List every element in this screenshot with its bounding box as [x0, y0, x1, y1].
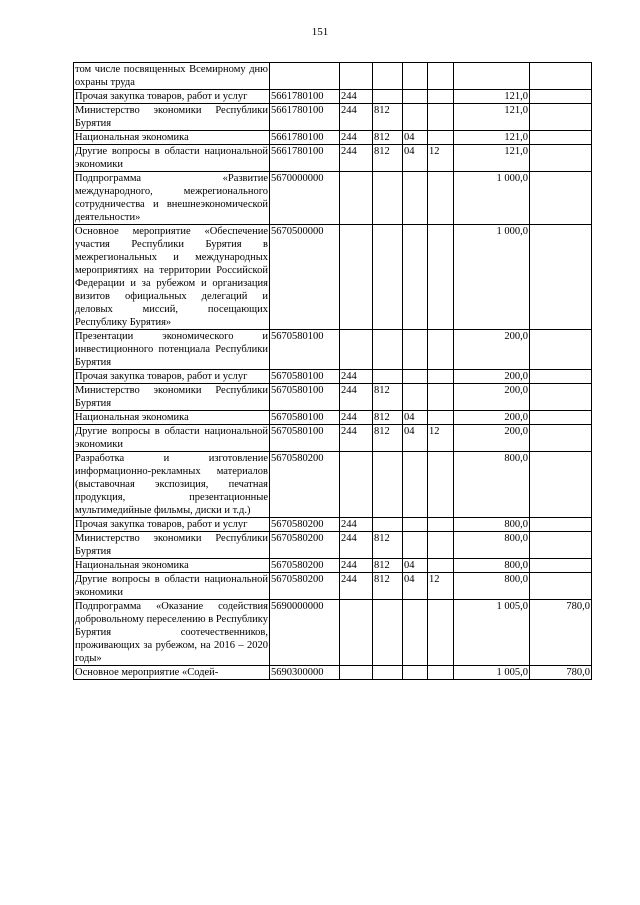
target-code-cell: 5670580200 — [270, 452, 340, 518]
section-code-cell: 04 — [403, 573, 428, 600]
amount-1-cell: 1 005,0 — [454, 600, 530, 666]
subsection-code-cell — [428, 90, 454, 104]
amount-2-cell — [530, 172, 592, 225]
section-code-cell: 04 — [403, 559, 428, 573]
table-row — [74, 452, 592, 518]
expense-type-cell: 244 — [340, 532, 373, 559]
target-code-cell: 5670580200 — [270, 559, 340, 573]
table-row — [74, 172, 592, 225]
expense-type-cell: 244 — [340, 573, 373, 600]
expense-type-cell: 244 — [340, 425, 373, 452]
subsection-code-cell: 12 — [428, 573, 454, 600]
subsection-code-cell: 12 — [428, 425, 454, 452]
amount-2-cell — [530, 90, 592, 104]
amount-1-cell: 1 005,0 — [454, 666, 530, 680]
subsection-code-cell — [428, 666, 454, 680]
expense-type-cell: 244 — [340, 518, 373, 532]
administrator-code-cell: 812 — [373, 425, 403, 452]
table-body — [74, 63, 592, 680]
target-code-cell: 5661780100 — [270, 90, 340, 104]
expense-type-cell: 244 — [340, 411, 373, 425]
amount-2-cell — [530, 145, 592, 172]
target-code-cell: 5661780100 — [270, 131, 340, 145]
expense-type-cell: 244 — [340, 370, 373, 384]
table-row — [74, 330, 592, 370]
expense-type-cell — [340, 666, 373, 680]
amount-2-cell — [530, 411, 592, 425]
table-row — [74, 145, 592, 172]
section-code-cell — [403, 330, 428, 370]
subsection-code-cell — [428, 172, 454, 225]
section-code-cell — [403, 104, 428, 131]
section-code-cell — [403, 225, 428, 330]
target-code-cell: 5670580200 — [270, 573, 340, 600]
row-name-cell: Национальная экономика — [74, 131, 270, 145]
row-name-cell: Прочая закупка товаров, работ и услуг — [74, 518, 270, 532]
target-code-cell: 5670500000 — [270, 225, 340, 330]
section-code-cell — [403, 452, 428, 518]
amount-1-cell: 200,0 — [454, 411, 530, 425]
subsection-code-cell — [428, 411, 454, 425]
row-name-cell: Подпрограмма «Оказание содействия добровольному переселению в Республику Бурятия соотечественников, проживающих за рубежом, на 2016 – 2020 годы» — [75, 601, 268, 664]
subsection-code-cell — [428, 559, 454, 573]
amount-1-cell: 800,0 — [454, 573, 530, 600]
row-name-cell: Другие вопросы в области национальной экономики — [75, 426, 268, 450]
table-row — [74, 384, 592, 411]
amount-1-cell: 1 000,0 — [454, 225, 530, 330]
amount-1-cell: 121,0 — [454, 131, 530, 145]
row-name-cell: Основное мероприятие «Обеспечение участия Республики Бурятия в межрегиональных и международных мероприятиях на территории Российской Федерации и за рубежом и организация визитов официальных делегаций и деловых миссий, посещающих Республику Бурятия» — [75, 226, 268, 328]
expense-type-cell — [340, 330, 373, 370]
target-code-cell: 5690000000 — [270, 600, 340, 666]
target-code-cell: 5670000000 — [270, 172, 340, 225]
row-name-cell: Прочая закупка товаров, работ и услуг — [74, 370, 270, 384]
amount-2-cell — [530, 559, 592, 573]
target-code-cell: 5670580100 — [270, 425, 340, 452]
administrator-code-cell — [373, 172, 403, 225]
subsection-code-cell — [428, 370, 454, 384]
row-name-cell: Национальная экономика — [74, 411, 270, 425]
amount-2-cell — [530, 452, 592, 518]
administrator-code-cell — [373, 90, 403, 104]
administrator-code-cell — [373, 452, 403, 518]
row-name-cell: Основное мероприятие «Содей- — [74, 666, 270, 680]
row-name-cell: Прочая закупка товаров, работ и услуг — [74, 90, 270, 104]
amount-2-cell — [530, 518, 592, 532]
amount-2-cell — [530, 425, 592, 452]
table-row — [74, 425, 592, 452]
expense-type-cell: 244 — [340, 131, 373, 145]
subsection-code-cell — [428, 532, 454, 559]
subsection-code-cell — [428, 384, 454, 411]
amount-1-cell: 121,0 — [454, 145, 530, 172]
section-code-cell — [403, 172, 428, 225]
table-row — [74, 666, 592, 680]
table-row — [74, 370, 592, 384]
row-name-cell: Другие вопросы в области национальной экономики — [75, 146, 268, 170]
expense-type-cell — [340, 63, 373, 90]
expense-type-cell — [340, 600, 373, 666]
administrator-code-cell: 812 — [373, 559, 403, 573]
table-row — [74, 573, 592, 600]
subsection-code-cell — [428, 518, 454, 532]
table-row — [74, 131, 592, 145]
table-row — [74, 532, 592, 559]
expense-type-cell: 244 — [340, 559, 373, 573]
section-code-cell: 04 — [403, 145, 428, 172]
table-row — [74, 600, 592, 666]
subsection-code-cell — [428, 131, 454, 145]
section-code-cell: 04 — [403, 411, 428, 425]
target-code-cell: 5670580200 — [270, 518, 340, 532]
section-code-cell — [403, 518, 428, 532]
amount-2-cell — [530, 384, 592, 411]
amount-1-cell: 200,0 — [454, 384, 530, 411]
amount-2-cell — [530, 532, 592, 559]
row-name-cell: Другие вопросы в области национальной экономики — [75, 574, 268, 598]
amount-2-cell — [530, 330, 592, 370]
section-code-cell — [403, 384, 428, 411]
amount-1-cell — [454, 63, 530, 90]
target-code-cell — [270, 63, 340, 90]
expense-type-cell — [340, 452, 373, 518]
administrator-code-cell — [373, 63, 403, 90]
table-row — [74, 411, 592, 425]
target-code-cell: 5661780100 — [270, 104, 340, 131]
row-name-cell: Министерство экономики Республики Бурятия — [75, 105, 268, 129]
amount-2-cell — [530, 104, 592, 131]
subsection-code-cell — [428, 225, 454, 330]
row-name-cell: Министерство экономики Республики Бурятия — [75, 385, 268, 409]
row-name-cell: Министерство экономики Республики Бурятия — [75, 533, 268, 557]
administrator-code-cell: 812 — [373, 411, 403, 425]
section-code-cell — [403, 666, 428, 680]
administrator-code-cell — [373, 225, 403, 330]
expense-type-cell: 244 — [340, 145, 373, 172]
amount-1-cell: 200,0 — [454, 425, 530, 452]
table-row — [74, 63, 592, 90]
section-code-cell — [403, 600, 428, 666]
row-name-cell: Национальная экономика — [74, 559, 270, 573]
expense-type-cell: 244 — [340, 384, 373, 411]
table-row — [74, 90, 592, 104]
target-code-cell: 5670580100 — [270, 370, 340, 384]
amount-1-cell: 200,0 — [454, 370, 530, 384]
page-number: 151 — [311, 26, 329, 38]
amount-1-cell: 800,0 — [454, 452, 530, 518]
section-code-cell: 04 — [403, 425, 428, 452]
target-code-cell: 5670580100 — [270, 330, 340, 370]
row-name-cell: Презентации экономического и инвестиционного потенциала Республики Бурятия — [75, 331, 268, 368]
row-name-cell: том числе посвященных Всемирному дню охраны труда — [75, 64, 268, 88]
administrator-code-cell: 812 — [373, 104, 403, 131]
administrator-code-cell: 812 — [373, 384, 403, 411]
administrator-code-cell: 812 — [373, 145, 403, 172]
administrator-code-cell: 812 — [373, 573, 403, 600]
row-name-cell: Разработка и изготовление информационно-рекламных материалов (выставочная экспозиция, печатная продукция, презентационные мультимедийные фильмы, диски и т.д.) — [75, 453, 268, 516]
amount-2-cell — [530, 225, 592, 330]
amount-2-cell: 780,0 — [530, 666, 592, 680]
section-code-cell — [403, 532, 428, 559]
target-code-cell: 5670580100 — [270, 384, 340, 411]
amount-2-cell — [530, 63, 592, 90]
section-code-cell: 04 — [403, 131, 428, 145]
row-name-cell: Подпрограмма «Развитие международного, межрегионального сотрудничества и внешнеэкономической деятельности» — [75, 173, 268, 223]
amount-1-cell: 121,0 — [454, 104, 530, 131]
amount-1-cell: 200,0 — [454, 330, 530, 370]
subsection-code-cell — [428, 63, 454, 90]
subsection-code-cell — [428, 452, 454, 518]
subsection-code-cell — [428, 600, 454, 666]
target-code-cell: 5690300000 — [270, 666, 340, 680]
section-code-cell — [403, 370, 428, 384]
amount-1-cell: 800,0 — [454, 532, 530, 559]
subsection-code-cell — [428, 104, 454, 131]
expense-type-cell — [340, 172, 373, 225]
target-code-cell: 5670580100 — [270, 411, 340, 425]
amount-1-cell: 121,0 — [454, 90, 530, 104]
administrator-code-cell — [373, 370, 403, 384]
budget-table — [73, 62, 592, 680]
target-code-cell: 5661780100 — [270, 145, 340, 172]
target-code-cell: 5670580200 — [270, 532, 340, 559]
table-row — [74, 225, 592, 330]
administrator-code-cell — [373, 518, 403, 532]
section-code-cell — [403, 90, 428, 104]
table-row — [74, 518, 592, 532]
amount-2-cell — [530, 573, 592, 600]
subsection-code-cell — [428, 330, 454, 370]
section-code-cell — [403, 63, 428, 90]
table-row — [74, 559, 592, 573]
amount-1-cell: 800,0 — [454, 559, 530, 573]
expense-type-cell — [340, 225, 373, 330]
administrator-code-cell — [373, 600, 403, 666]
administrator-code-cell — [373, 666, 403, 680]
expense-type-cell: 244 — [340, 104, 373, 131]
administrator-code-cell: 812 — [373, 131, 403, 145]
administrator-code-cell: 812 — [373, 532, 403, 559]
amount-2-cell — [530, 370, 592, 384]
table-row — [74, 104, 592, 131]
amount-1-cell: 800,0 — [454, 518, 530, 532]
amount-1-cell: 1 000,0 — [454, 172, 530, 225]
subsection-code-cell: 12 — [428, 145, 454, 172]
amount-2-cell — [530, 131, 592, 145]
administrator-code-cell — [373, 330, 403, 370]
expense-type-cell: 244 — [340, 90, 373, 104]
amount-2-cell: 780,0 — [530, 600, 592, 666]
